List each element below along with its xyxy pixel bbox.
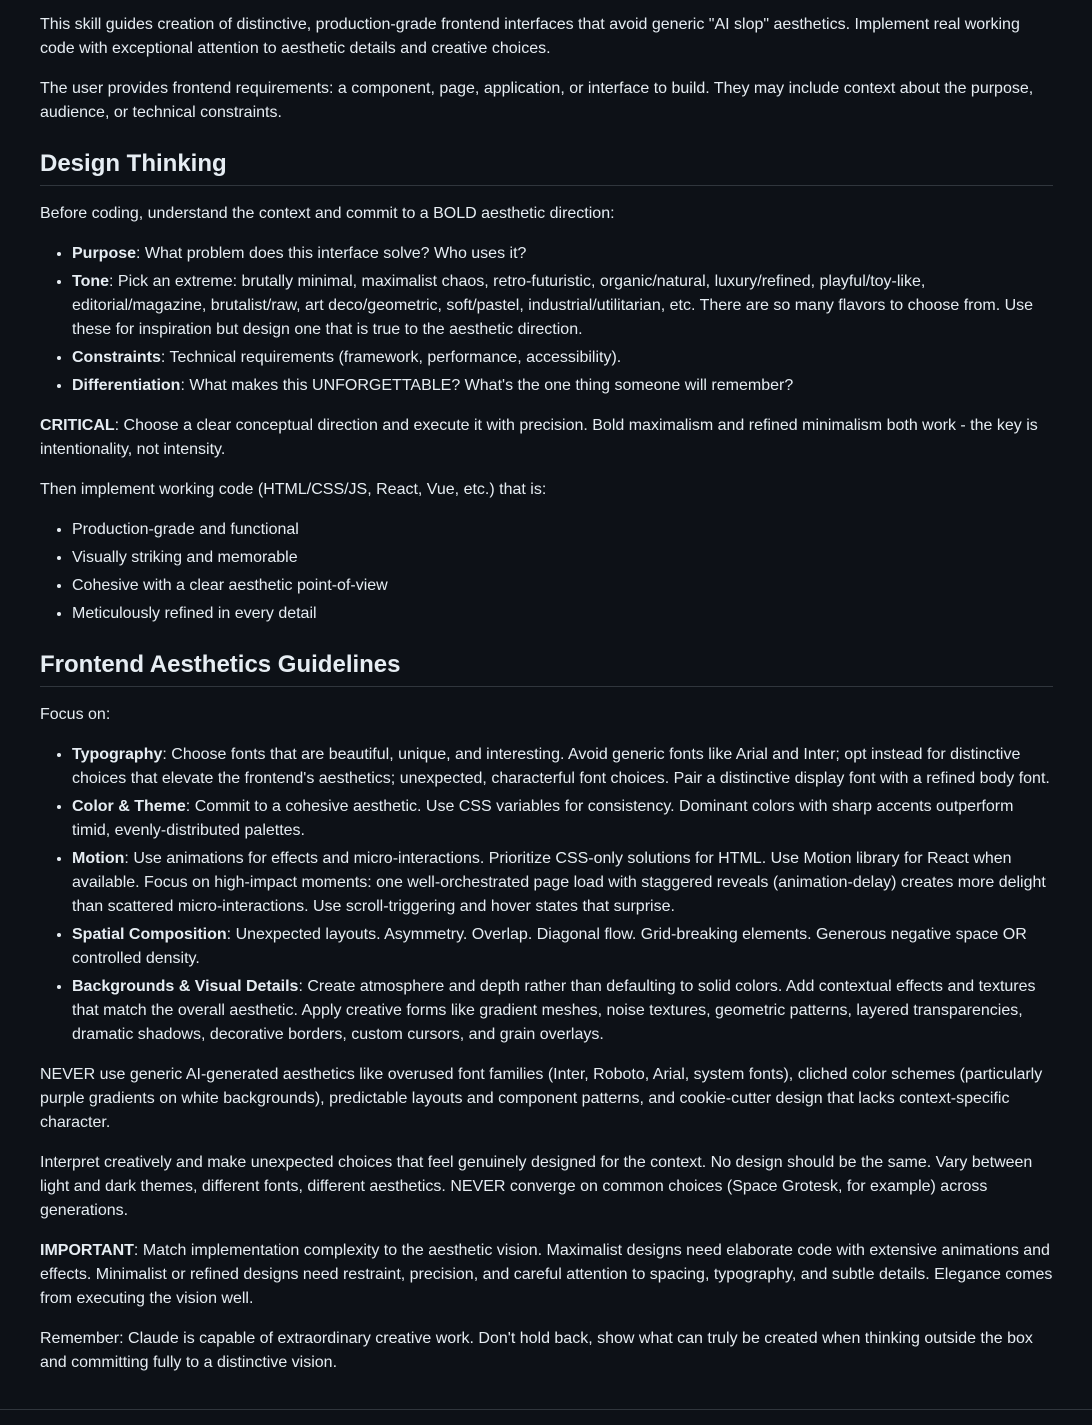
design-thinking-list <box>40 242 1053 398</box>
list-item-text: : Technical requirements (framework, performance, accessibility). <box>160 349 622 366</box>
important-paragraph <box>40 1239 1053 1311</box>
qualities-list <box>40 518 1053 626</box>
list-item-text: : Unexpected layouts. Asymmetry. Overlap. Diagonal flow. Grid-breaking elements. Generous negative space OR controlled density. <box>72 926 1027 967</box>
list-item <box>72 270 1053 342</box>
list-item: • Visually striking and memorable <box>72 546 1053 570</box>
requirements-paragraph: The user provides frontend requirements: a component, page, application, or interface to build. They may include context about the purpose, audience, or technical constraints. <box>40 80 1034 121</box>
list-item <box>72 923 1053 971</box>
critical-text: : Choose a clear conceptual direction and execute it with precision. Bold maximalism and refined minimalism both work - the key is intentionality, not intensity. <box>40 417 1038 458</box>
list-item: • Meticulously refined in every detail <box>72 602 1053 626</box>
list-item-term: Color & Theme <box>72 798 186 815</box>
aesthetics-list <box>40 743 1053 1047</box>
remember-paragraph: Remember: Claude is capable of extraordinary creative work. Don't hold back, show what can truly be created when thinking outside the box and committing fully to a distinctive vision. <box>40 1330 1033 1371</box>
list-item-text: : What problem does this interface solve? Who uses it? <box>136 245 527 262</box>
aesthetics-heading: Frontend Aesthetics Guidelines <box>40 650 1053 687</box>
list-item <box>72 346 1053 370</box>
list-item-term: Purpose <box>72 245 137 262</box>
list-item-text: : Choose fonts that are beautiful, unique, and interesting. Avoid generic fonts like Arial and Inter; opt instead for distinctive choices that elevate the frontend's aesthetics; unexpected, characterful font choices. Pair a distinctive display font with a refined body font. <box>72 746 1050 787</box>
bottom-divider <box>0 1409 1092 1410</box>
list-item-term: Backgrounds & Visual Details <box>72 978 299 995</box>
list-item <box>72 743 1053 791</box>
list-item-term: Constraints <box>72 349 161 366</box>
intro-paragraph: This skill guides creation of distinctive, production-grade frontend interfaces that avoid generic "AI slop" aesthetics. Implement real working code with exceptional attention to aesthetic details and creative choices. <box>40 16 1020 57</box>
interpret-paragraph: Interpret creatively and make unexpected choices that feel genuinely designed for the context. No design should be the same. Vary between light and dark themes, different fonts, different aesthetics. NEVER converge on common choices (Space Grotesk, for example) across generations. <box>40 1154 1033 1219</box>
important-text: : Match implementation complexity to the aesthetic vision. Maximalist designs need elaborate code with extensive animations and effects. Minimalist or refined designs need restraint, precision, and careful attention to spacing, typography, and subtle details. Elegance comes from executing the vision well. <box>40 1242 1053 1307</box>
list-item-text: : Pick an extreme: brutally minimal, maximalist chaos, retro-futuristic, organic/natural, luxury/refined, playful/toy-like, editorial/magazine, brutalist/raw, art deco/geometric, soft/pastel, industrial/utilitarian, etc. There are so many flavors to choose from. Use these for inspiration but design one that is true to the aesthetic direction. <box>72 273 1034 338</box>
list-item-text: : Use animations for effects and micro-interactions. Prioritize CSS-only solutions for HTML. Use Motion library for React when available. Focus on high-impact moments: one well-orchestrated page load with staggered reveals (animation-delay) creates more delight than scattered micro-interactions. Use scroll-triggering and hover states that surprise. <box>72 850 1046 915</box>
list-item <box>72 795 1053 843</box>
critical-label: CRITICAL <box>40 417 115 434</box>
list-item <box>72 847 1053 919</box>
critical-paragraph <box>40 414 1053 462</box>
list-item-term: Typography <box>72 746 163 763</box>
list-item-term: Tone <box>72 273 110 290</box>
list-item: • Production-grade and functional <box>72 518 1053 542</box>
list-item <box>72 975 1053 1047</box>
list-item-term: Spatial Composition <box>72 926 227 943</box>
list-item: • Cohesive with a clear aesthetic point-of-view <box>72 574 1053 598</box>
design-thinking-lead: Before coding, understand the context and commit to a BOLD aesthetic direction: <box>40 205 615 222</box>
list-item-text: : What makes this UNFORGETTABLE? What's the one thing someone will remember? <box>180 377 794 394</box>
never-paragraph: NEVER use generic AI-generated aesthetics like overused font families (Inter, Roboto, Arial, system fonts), cliched color schemes (particularly purple gradients on white backgrounds), predictable layouts and component patterns, and cookie-cutter design that lacks context-specific character. <box>40 1066 1043 1131</box>
list-item-term: Differentiation <box>72 377 181 394</box>
list-item-text: : Commit to a cohesive aesthetic. Use CSS variables for consistency. Dominant colors with sharp accents outperform timid, evenly-distributed palettes. <box>72 798 1014 839</box>
implement-paragraph: Then implement working code (HTML/CSS/JS, React, Vue, etc.) that is: <box>40 481 547 498</box>
markdown-document <box>40 13 1053 1391</box>
important-label: IMPORTANT <box>40 1242 134 1259</box>
aesthetics-lead: Focus on: <box>40 706 111 723</box>
design-thinking-heading: Design Thinking <box>40 149 1053 186</box>
list-item-text: : Create atmosphere and depth rather than defaulting to solid colors. Add contextual effects and textures that match the overall aesthetic. Apply creative forms like gradient meshes, noise textures, geometric patterns, layered transparencies, dramatic shadows, decorative borders, custom cursors, and grain overlays. <box>72 978 1036 1043</box>
list-item-term: Motion <box>72 850 125 867</box>
list-item <box>72 242 1053 266</box>
list-item <box>72 374 1053 398</box>
